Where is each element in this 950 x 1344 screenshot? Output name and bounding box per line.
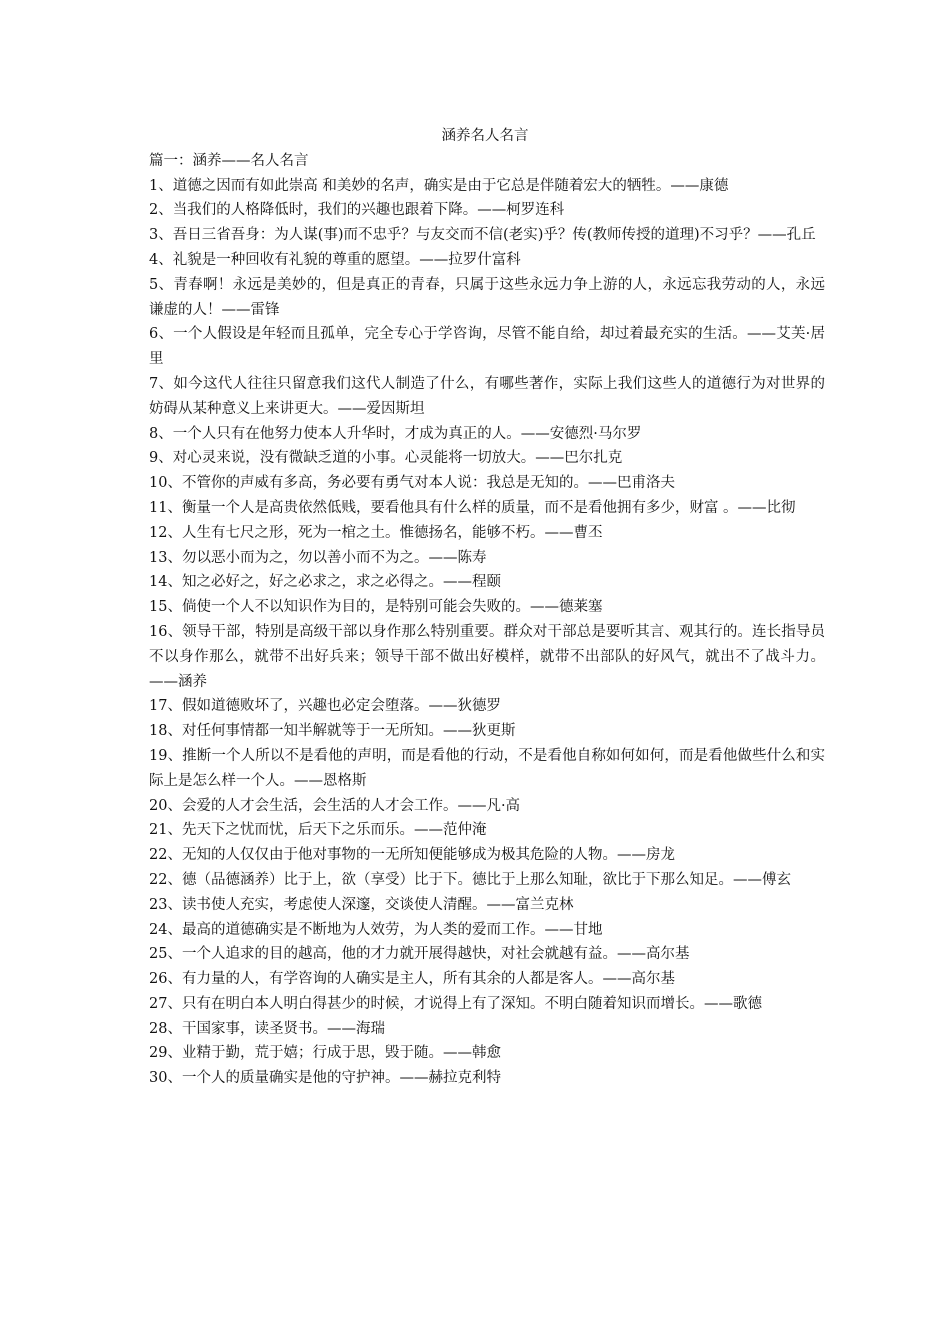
quote-item: 27、只有在明白本人明白得甚少的时候，才说得上有了深知。不明白随着知识而增长。——歌德	[149, 995, 762, 1012]
quote-item: 11、衡量一个人是高贵依然低贱，要看他具有什么样的质量，而不是看他拥有多少，财富 。——比彻	[149, 499, 796, 516]
quote-item: 6、一个人假设是年轻而且孤单，完全专心于学咨询，尽管不能自给，却过着最充实的生活。——艾芙·居里	[149, 326, 825, 368]
quote-item: 7、如今这代人往往只留意我们这代人制造了什么，有哪些著作，实际上我们这些人的道德行为对世界的妨碍从某种意义上来讲更大。——爱因斯坦	[149, 375, 825, 417]
quote-item: 10、不管你的声威有多高，务必要有勇气对本人说：我总是无知的。——巴甫洛夫	[149, 475, 675, 492]
document-body	[145, 124, 825, 1091]
quote-item: 15、倘使一个人不以知识作为目的，是特别可能会失败的。——德莱塞	[149, 599, 603, 616]
quote-item: 30、一个人的质量确实是他的守护神。——赫拉克利特	[149, 1070, 501, 1087]
quote-item: 20、会爱的人才会生活，会生活的人才会工作。——凡·高	[149, 797, 521, 814]
quote-item: 26、有力量的人，有学咨询的人确实是主人，所有其余的人都是客人。——高尔基	[149, 971, 675, 988]
quote-item: 18、对任何事情都一知半解就等于一无所知。——狄更斯	[149, 723, 516, 740]
quote-item: 2、当我们的人格降低时，我们的兴趣也跟着下降。——柯罗连科	[149, 202, 565, 219]
quote-item: 8、一个人只有在他努力使本人升华时，才成为真正的人。——安德烈·马尔罗	[149, 425, 642, 442]
quote-item: 14、知之必好之，好之必求之，求之必得之。——程颐	[149, 574, 501, 591]
section-heading: 篇一：涵养——名人名言	[149, 152, 309, 169]
quote-item: 21、先天下之忧而忧，后天下之乐而乐。——范仲淹	[149, 822, 487, 839]
quote-item: 24、最高的道德确实是不断地为人效劳，为人类的爱而工作。——甘地	[149, 921, 603, 938]
quote-item: 9、对心灵来说，没有微缺乏道的小事。心灵能将一切放大。——巴尔扎克	[149, 450, 623, 467]
quote-item: 3、吾日三省吾身：为人谋(事)而不忠乎？与友交而不信(老实)乎？传(教师传授的道理)不习乎？——孔丘	[149, 227, 816, 244]
quote-item: 28、干国家事，读圣贤书。——海瑞	[149, 1020, 385, 1037]
quote-item: 4、礼貌是一种回收有礼貌的尊重的愿望。——拉罗什富科	[149, 251, 521, 268]
quote-item: 1、道德之因而有如此崇高 和美妙的名声，确实是由于它总是伴随着宏大的牺牲。——康德	[149, 177, 729, 194]
quote-item: 19、推断一个人所以不是看他的声明，而是看他的行动，不是看他自称如何如何，而是看他做些什么和实际上是怎么样一个人。——恩格斯	[149, 747, 825, 789]
quote-item: 12、人生有七尺之形，死为一棺之土。惟德扬名，能够不朽。——曹丕	[149, 524, 603, 541]
quote-item: 22、德（品德涵养）比于上，欲（享受）比于下。德比于上那么知耻，欲比于下那么知足。——傅玄	[149, 871, 791, 888]
quote-list	[145, 174, 825, 1091]
quote-item: 23、读书使人充实，考虑使人深邃，交谈使人清醒。——富兰克林	[149, 896, 574, 913]
quote-item: 29、业精于勤，荒于嬉；行成于思，毁于随。——韩愈	[149, 1045, 501, 1062]
quote-item: 25、一个人追求的目的越高，他的才力就开展得越快，对社会就越有益。——高尔基	[149, 946, 690, 963]
quote-item: 16、领导干部，特别是高级干部以身作那么特别重要。群众对干部总是要听其言、观其行的。连长指导员不以身作那么，就带不出好兵来；领导干部不做出好模样，就带不出部队的好风气，就出不了战斗力。 ——涵养	[149, 623, 825, 690]
quote-item: 5、青春啊！永远是美妙的，但是真正的青春，只属于这些永远力争上游的人，永远忘我劳动的人，永远谦虚的人！——雷锋	[149, 276, 825, 318]
quote-item: 13、勿以恶小而为之，勿以善小而不为之。——陈寿	[149, 549, 487, 566]
quote-item: 22、无知的人仅仅由于他对事物的一无所知便能够成为极其危险的人物。——房龙	[149, 847, 675, 864]
quote-item: 17、假如道德败坏了，兴趣也必定会堕落。——狄德罗	[149, 698, 501, 715]
document-title: 涵养名人名言	[441, 128, 529, 144]
